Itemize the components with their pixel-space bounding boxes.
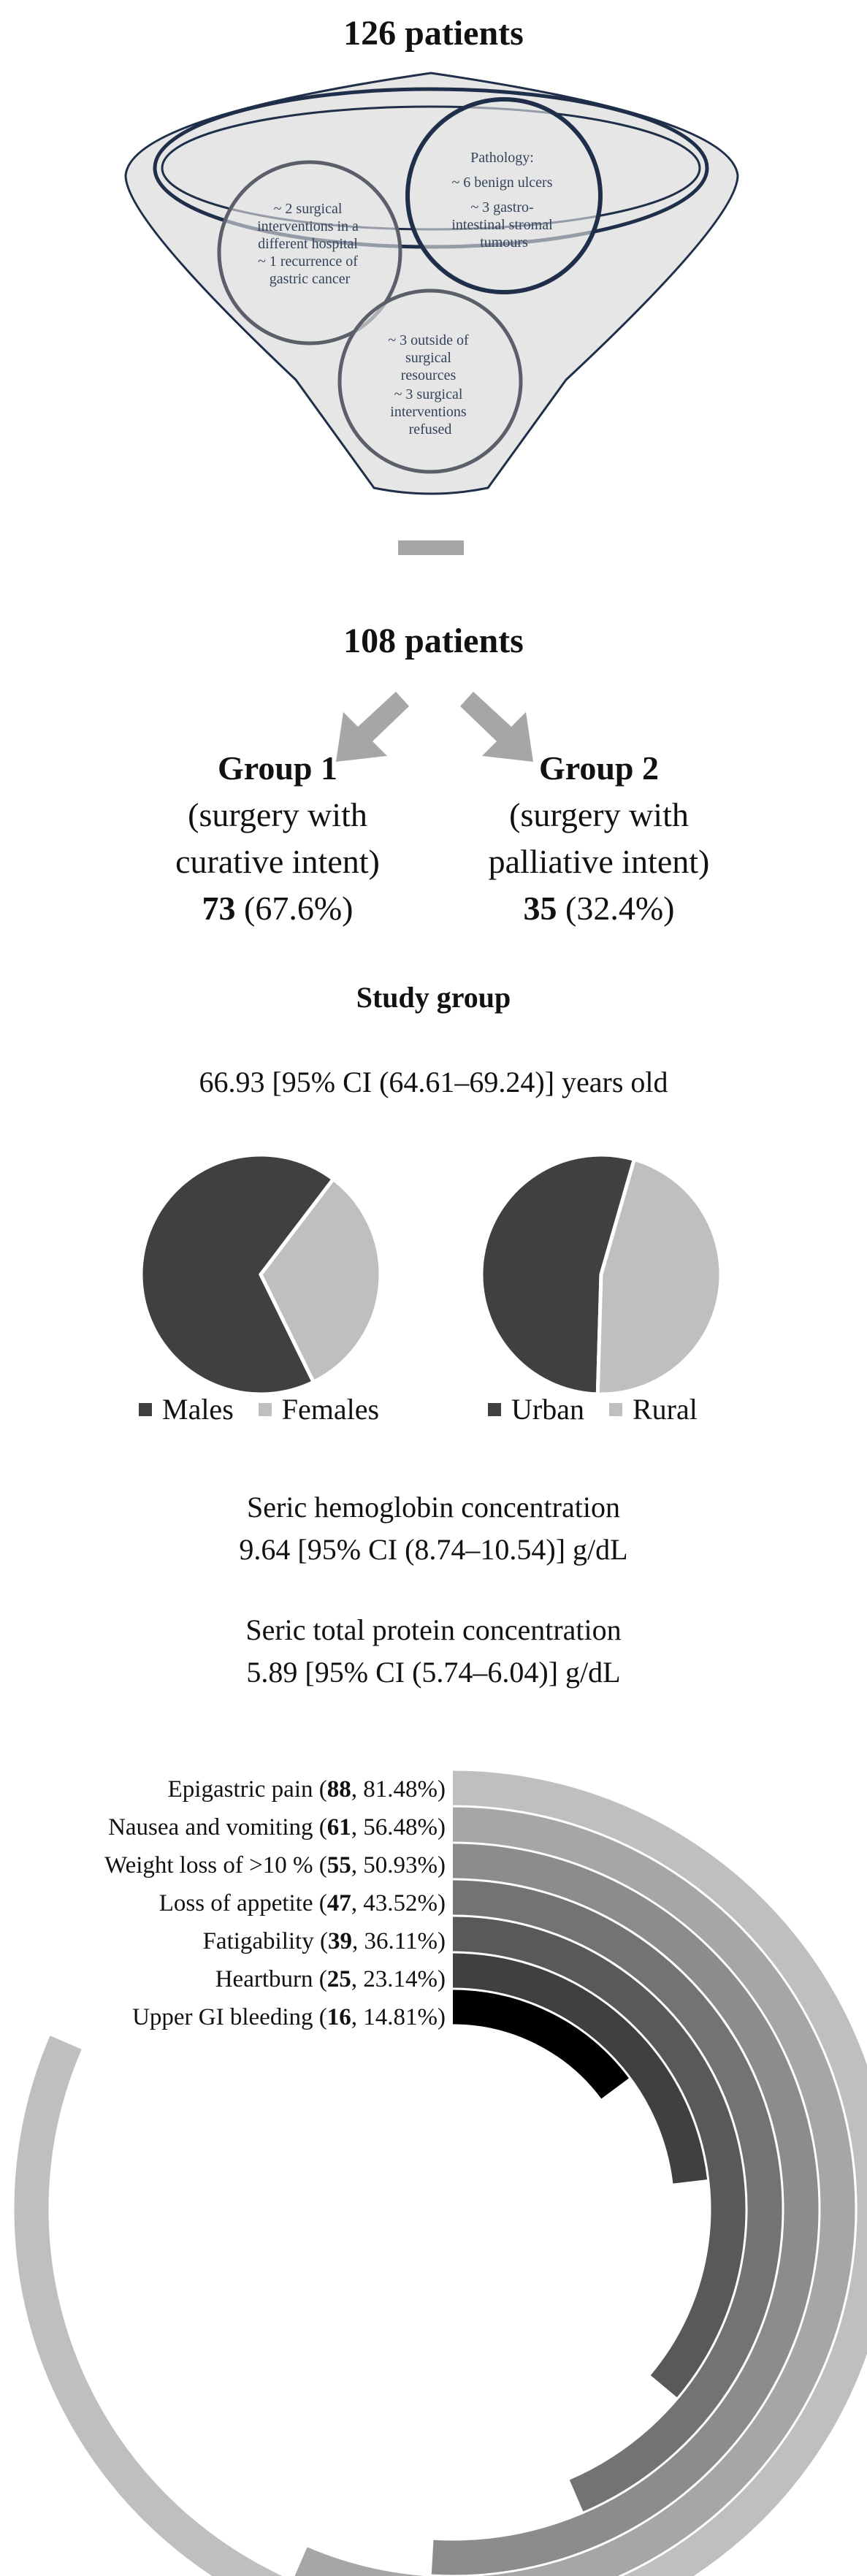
symptom-count: 47 <box>326 1890 351 1916</box>
circle-left-line: different hospital <box>258 236 358 252</box>
circle-left-line: ~ 2 surgical <box>273 201 343 217</box>
group-count: 35 <box>523 890 557 927</box>
group-line: (surgery with <box>509 796 689 833</box>
symptom-pct: 23.14% <box>363 1966 438 1992</box>
group-line: palliative intent) <box>488 843 710 880</box>
legend-sex <box>139 1392 379 1426</box>
after-exclusion-label: 108 patients <box>343 622 524 660</box>
circle-bottom-line: interventions <box>390 404 467 420</box>
symptom-label: Nausea and vomiting (61, 56.48%) <box>108 1814 446 1841</box>
symptom-name: Upper GI bleeding <box>132 2004 313 2030</box>
pie-charts <box>139 1154 723 1395</box>
legend-label: Females <box>281 1393 380 1426</box>
symptom-name: Nausea and vomiting <box>108 1814 313 1841</box>
symptom-count: 39 <box>327 1928 352 1954</box>
down-arrow-icon <box>374 540 488 555</box>
group-title: Group 2 <box>538 749 660 787</box>
group-count: 73 <box>202 890 236 927</box>
group-title: Group 1 <box>217 749 338 787</box>
group-2 <box>409 745 789 932</box>
group-stat <box>409 885 789 932</box>
symptom-label: Heartburn (25, 23.14%) <box>215 1966 446 1992</box>
circle-bottom-line: resources <box>400 367 457 383</box>
symptom-name: Epigastric pain <box>167 1776 313 1803</box>
group-line: (surgery with <box>188 796 367 833</box>
circle-right-line: ~ 3 gastro- <box>470 199 534 215</box>
symptom-label: Weight loss of >10 % (55, 50.93%) <box>104 1852 446 1879</box>
symptom-name: Loss of appetite <box>158 1890 313 1916</box>
circle-left-line: ~ 1 recurrence of <box>258 253 358 270</box>
group-line: curative intent) <box>175 843 380 880</box>
symptom-count: 61 <box>326 1814 351 1841</box>
circle-left-line: interventions in a <box>257 218 359 234</box>
hemoglobin-label: Seric hemoglobin concentration <box>247 1491 620 1524</box>
circle-left-line: gastric cancer <box>269 271 351 287</box>
legend-label: Rural <box>632 1393 698 1426</box>
pie-residence <box>481 1155 721 1394</box>
symptom-pct: 56.48% <box>363 1814 438 1841</box>
symptom-name: Fatigability <box>202 1928 314 1954</box>
circle-bottom-line: ~ 3 surgical <box>394 386 463 402</box>
group-pct: (67.6%) <box>244 890 354 927</box>
study-heading: Study group <box>356 981 511 1014</box>
symptom-pct: 43.52% <box>363 1890 438 1916</box>
total-patients-label: 126 patients <box>343 14 524 53</box>
symptom-label: Fatigability (39, 36.11%) <box>202 1928 446 1954</box>
legend-swatch-light <box>609 1403 622 1416</box>
symptom-name: Heartburn <box>215 1966 313 1992</box>
hemoglobin-value: 9.64 [95% CI (8.74–10.54)] g/dL <box>239 1533 628 1566</box>
symptom-pct: 81.48% <box>363 1776 438 1803</box>
symptom-count: 88 <box>326 1776 351 1803</box>
exclusion-funnel <box>0 0 867 555</box>
symptom-name: Weight loss of >10 % <box>104 1852 313 1879</box>
circle-pathology <box>408 99 600 292</box>
group-pct: (32.4%) <box>565 890 675 927</box>
circle-right-line: tumours <box>480 234 528 251</box>
legend-swatch-dark <box>139 1403 152 1416</box>
protein-label: Seric total protein concentration <box>245 1613 622 1646</box>
symptom-pct: 36.11% <box>364 1928 438 1954</box>
symptom-count: 55 <box>326 1852 351 1879</box>
legend-label: Males <box>162 1393 234 1426</box>
protein-value: 5.89 [95% CI (5.74–6.04)] g/dL <box>246 1656 621 1689</box>
legend-residence <box>488 1392 698 1426</box>
circle-bottom-line: ~ 3 outside of <box>388 332 469 348</box>
legend-label: Urban <box>511 1393 584 1426</box>
pie-sex <box>141 1155 381 1394</box>
symptom-pct: 14.81% <box>363 2004 438 2030</box>
symptom-count: 16 <box>326 2004 351 2030</box>
symptom-label: Loss of appetite (47, 43.52%) <box>158 1890 446 1916</box>
symptom-pct: 50.93% <box>363 1852 438 1879</box>
circle-right-line: Pathology: <box>470 150 534 166</box>
symptom-label: Upper GI bleeding (16, 14.81%) <box>132 2004 446 2030</box>
circle-bottom-line: refused <box>408 421 452 437</box>
symptom-label: Epigastric pain (88, 81.48%) <box>167 1776 446 1803</box>
age-text: 66.93 [95% CI (64.61–69.24)] years old <box>199 1066 668 1098</box>
circle-right-line: intestinal stromal <box>451 217 553 233</box>
circle-right-line: ~ 6 benign ulcers <box>451 175 553 191</box>
circle-bottom-line: surgical <box>405 350 451 366</box>
legend-swatch-light <box>259 1403 272 1416</box>
symptom-count: 25 <box>326 1966 351 1992</box>
legend-swatch-dark <box>488 1403 501 1416</box>
